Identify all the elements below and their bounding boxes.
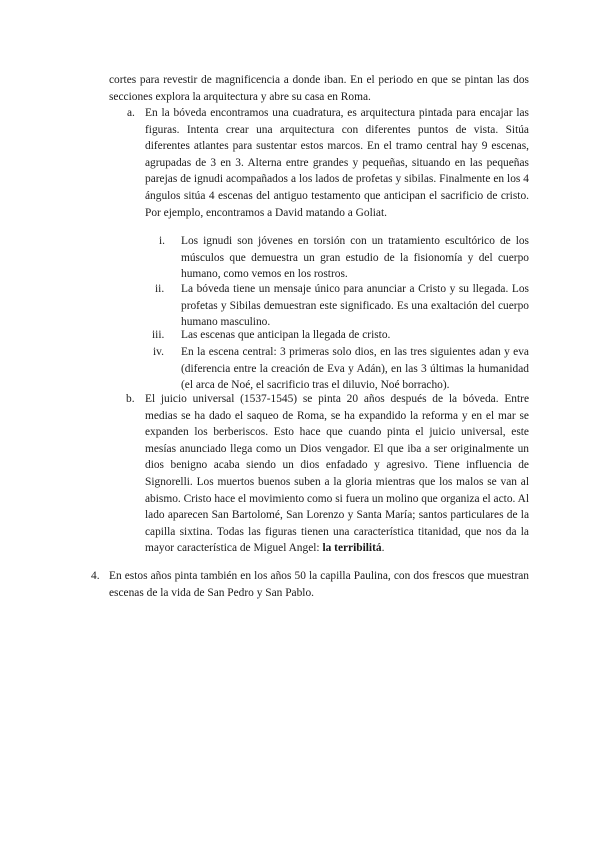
list-marker-iii: iii. — [152, 329, 165, 341]
item-a-paragraph: En la bóveda encontramos una cuadratura, es arquitectura pintada para encajar las figuras. Intenta crear una arquitectura con diferentes puntos de vista. Sitúa diferentes atlantes para sustentar estos marcos. En el tramo central hay 9 escenas, agrupadas de 3 en 3. Alterna entre grandes y pequeñas, situando en las pequeñas parejas de ignudi acompañados a los lados de profetas y sibilas. Finalmente en los 4 ángulos sitúa 4 escenas del antiguo testamento que anticipan el sacrificio de cristo. Por ejemplo, encontramos a David matando a Goliat. — [145, 107, 529, 219]
subitem-iii-paragraph: Las escenas que anticipan la llegada de cristo. — [181, 329, 391, 341]
intro-paragraph: cortes para revestir de magnificencia a donde iban. En el periodo en que se pintan las dos secciones explora la arquitectura y abre su casa en Roma. — [109, 74, 529, 103]
item-b-paragraph — [145, 391, 529, 557]
list-marker-b: b. — [126, 393, 135, 405]
list-marker-a: a. — [127, 107, 135, 119]
list-marker-4: 4. — [91, 570, 100, 582]
item-4-paragraph: En estos años pinta también en los años 50 la capilla Paulina, con dos frescos que muestran escenas de la vida de San Pedro y San Pablo. — [109, 570, 529, 599]
item-b-bold-phrase: la terribilitá — [322, 542, 382, 555]
list-marker-ii: ii. — [155, 283, 165, 295]
subitem-i-paragraph: Los ignudi son jóvenes en torsión con un tratamiento escultórico de los músculos que demuestra un gran estudio de la fisionomía y del cuerpo humano, como vemos en los rostros. — [181, 235, 529, 281]
item-b-end: . — [381, 542, 385, 555]
list-marker-iv: iv. — [153, 346, 164, 358]
subitem-ii-paragraph: La bóveda tiene un mensaje único para anunciar a Cristo y su llegada. Los profetas y Sibilas demuestran este significado. Es una exaltación del cuerpo humano masculino. — [181, 283, 529, 329]
subitem-iv-paragraph: En la escena central: 3 primeras solo dios, en las tres siguientes adan y eva (diferencia entre la creación de Eva y Adán), en las 3 últimas la humanidad (el arca de Noé, el sacrificio tras el diluvio, Noé borracho). — [181, 346, 529, 392]
item-b-text: El juicio universal (1537-1545) se pinta 20 años después de la bóveda. Entre medias se ha dado el saqueo de Roma, se ha expandido la reforma y en el mar se expanden los berberiscos. Esto hace que cuando pinta el juicio universal, este mesías anunciado llega como un Dios vengador. El que iba a ser originalmente un dios benigno acaba siendo un dios enfadado y agresivo. Tiene influencia de Signorelli. Los muertos buenos suben a la gloria mientras que los malos se van al abismo. Cristo hace el movimiento como si fuera un molino que organiza el acto. Al lado aparecen San Bartolomé, San Lorenzo y Santa María; santos particulares de la capilla sixtina. Todas las figuras tienen una característica titanidad, que nos da la mayor característica de Miguel Angel: — [145, 393, 529, 555]
list-marker-i: i. — [159, 235, 166, 247]
